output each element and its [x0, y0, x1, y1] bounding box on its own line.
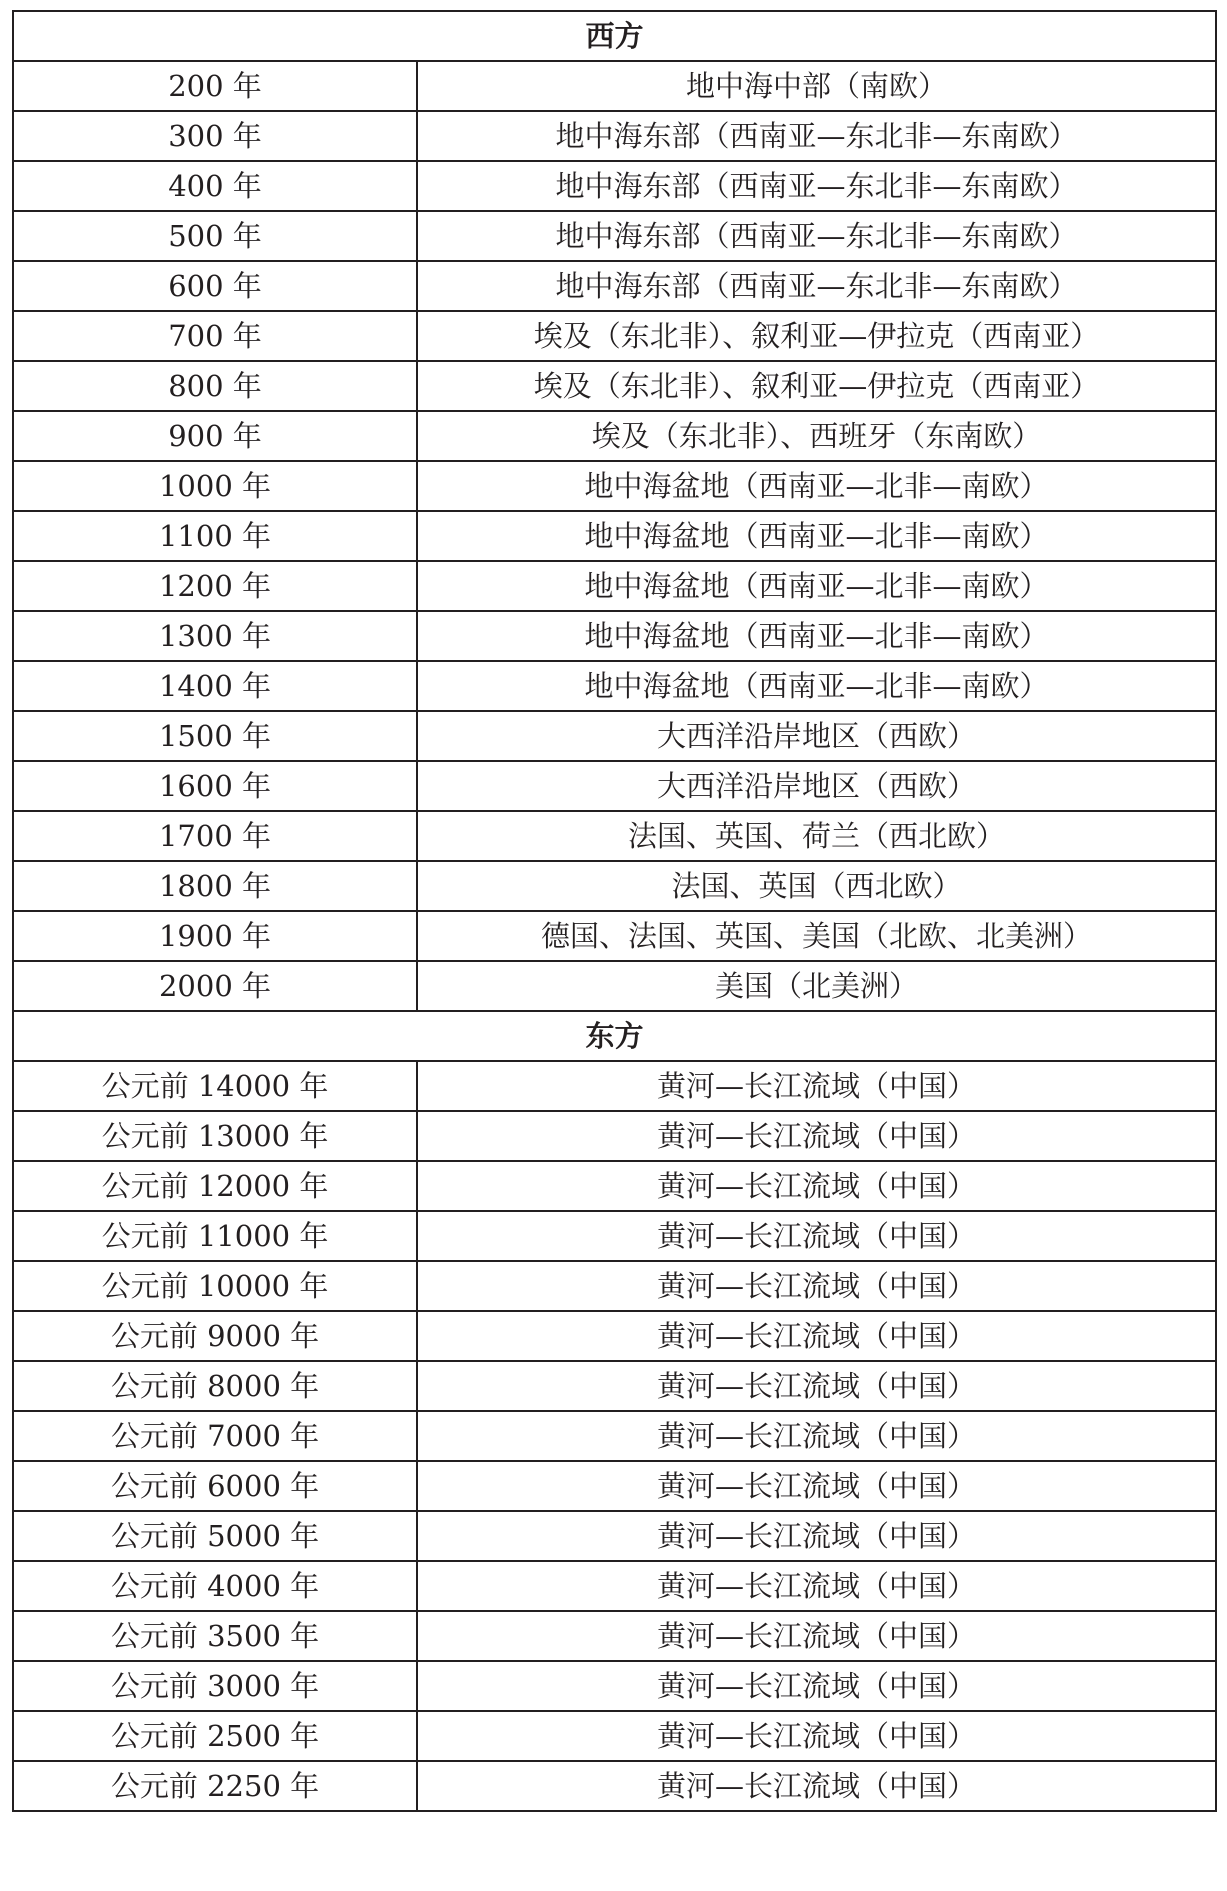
year-cell: 1700 年	[13, 811, 417, 861]
year-cell: 1600 年	[13, 761, 417, 811]
region-cell: 地中海东部（西南亚—东北非—东南欧）	[417, 161, 1216, 211]
region-cell: 地中海盆地（西南亚—北非—南欧）	[417, 611, 1216, 661]
table-row	[13, 561, 1216, 611]
table-row	[13, 211, 1216, 261]
year-cell: 500 年	[13, 211, 417, 261]
year-cell: 公元前 2500 年	[13, 1711, 417, 1761]
table-row	[13, 1261, 1216, 1311]
table-row	[13, 1711, 1216, 1761]
section-header-row	[13, 1011, 1216, 1061]
table-row	[13, 1161, 1216, 1211]
year-cell: 公元前 8000 年	[13, 1361, 417, 1411]
region-cell: 埃及（东北非）、叙利亚—伊拉克（西南亚）	[417, 311, 1216, 361]
table-row	[13, 1311, 1216, 1361]
year-cell: 1300 年	[13, 611, 417, 661]
year-cell: 300 年	[13, 111, 417, 161]
region-cell: 地中海盆地（西南亚—北非—南欧）	[417, 461, 1216, 511]
region-cell: 黄河—长江流域（中国）	[417, 1761, 1216, 1811]
year-cell: 1000 年	[13, 461, 417, 511]
table-row	[13, 361, 1216, 411]
region-cell: 黄河—长江流域（中国）	[417, 1161, 1216, 1211]
region-cell: 埃及（东北非）、西班牙（东南欧）	[417, 411, 1216, 461]
region-cell: 黄河—长江流域（中国）	[417, 1411, 1216, 1461]
region-cell: 地中海东部（西南亚—东北非—东南欧）	[417, 211, 1216, 261]
table-row	[13, 961, 1216, 1011]
table-row	[13, 1661, 1216, 1711]
table-row	[13, 1061, 1216, 1111]
year-cell: 公元前 4000 年	[13, 1561, 417, 1611]
table-row	[13, 711, 1216, 761]
table-row	[13, 611, 1216, 661]
year-cell: 1100 年	[13, 511, 417, 561]
table-row	[13, 1561, 1216, 1611]
year-cell: 1400 年	[13, 661, 417, 711]
table-row	[13, 1611, 1216, 1661]
table-row	[13, 1511, 1216, 1561]
region-cell: 地中海东部（西南亚—东北非—东南欧）	[417, 261, 1216, 311]
year-cell: 公元前 11000 年	[13, 1211, 417, 1261]
year-cell: 公元前 3000 年	[13, 1661, 417, 1711]
core-region-table	[12, 10, 1217, 1812]
table-row	[13, 1761, 1216, 1811]
region-cell: 黄河—长江流域（中国）	[417, 1611, 1216, 1661]
cropped-continuation-mark	[1129, 0, 1219, 8]
year-cell: 公元前 6000 年	[13, 1461, 417, 1511]
table-row	[13, 661, 1216, 711]
year-cell: 公元前 10000 年	[13, 1261, 417, 1311]
table-body	[13, 11, 1216, 1811]
section-title: 西方	[13, 11, 1216, 61]
table-row	[13, 511, 1216, 561]
table-row	[13, 111, 1216, 161]
year-cell: 公元前 13000 年	[13, 1111, 417, 1161]
region-cell: 黄河—长江流域（中国）	[417, 1311, 1216, 1361]
region-cell: 地中海东部（西南亚—东北非—东南欧）	[417, 111, 1216, 161]
region-cell: 黄河—长江流域（中国）	[417, 1211, 1216, 1261]
year-cell: 公元前 3500 年	[13, 1611, 417, 1661]
year-cell: 公元前 14000 年	[13, 1061, 417, 1111]
region-cell: 黄河—长江流域（中国）	[417, 1561, 1216, 1611]
table-row	[13, 1411, 1216, 1461]
region-cell: 黄河—长江流域（中国）	[417, 1111, 1216, 1161]
table-row	[13, 1111, 1216, 1161]
year-cell: 1900 年	[13, 911, 417, 961]
year-cell: 公元前 9000 年	[13, 1311, 417, 1361]
region-cell: 法国、英国（西北欧）	[417, 861, 1216, 911]
year-cell: 400 年	[13, 161, 417, 211]
year-cell: 900 年	[13, 411, 417, 461]
year-cell: 1800 年	[13, 861, 417, 911]
region-cell: 大西洋沿岸地区（西欧）	[417, 761, 1216, 811]
region-cell: 法国、英国、荷兰（西北欧）	[417, 811, 1216, 861]
region-cell: 地中海中部（南欧）	[417, 61, 1216, 111]
year-cell: 600 年	[13, 261, 417, 311]
table-row	[13, 461, 1216, 511]
table-row	[13, 161, 1216, 211]
region-cell: 德国、法国、英国、美国（北欧、北美洲）	[417, 911, 1216, 961]
table-row	[13, 861, 1216, 911]
region-cell: 黄河—长江流域（中国）	[417, 1511, 1216, 1561]
year-cell: 2000 年	[13, 961, 417, 1011]
section-title: 东方	[13, 1011, 1216, 1061]
table-row	[13, 311, 1216, 361]
region-cell: 美国（北美洲）	[417, 961, 1216, 1011]
table-row	[13, 811, 1216, 861]
region-cell: 大西洋沿岸地区（西欧）	[417, 711, 1216, 761]
region-cell: 黄河—长江流域（中国）	[417, 1361, 1216, 1411]
region-cell: 黄河—长江流域（中国）	[417, 1261, 1216, 1311]
year-cell: 200 年	[13, 61, 417, 111]
year-cell: 公元前 5000 年	[13, 1511, 417, 1561]
region-cell: 地中海盆地（西南亚—北非—南欧）	[417, 511, 1216, 561]
region-cell: 黄河—长江流域（中国）	[417, 1661, 1216, 1711]
region-cell: 埃及（东北非）、叙利亚—伊拉克（西南亚）	[417, 361, 1216, 411]
year-cell: 公元前 2250 年	[13, 1761, 417, 1811]
table-row	[13, 761, 1216, 811]
region-cell: 地中海盆地（西南亚—北非—南欧）	[417, 661, 1216, 711]
year-cell: 1500 年	[13, 711, 417, 761]
year-cell: 800 年	[13, 361, 417, 411]
table-row	[13, 1461, 1216, 1511]
region-cell: 黄河—长江流域（中国）	[417, 1711, 1216, 1761]
table-row	[13, 1361, 1216, 1411]
table-row	[13, 1211, 1216, 1261]
region-cell: 黄河—长江流域（中国）	[417, 1061, 1216, 1111]
year-cell: 1200 年	[13, 561, 417, 611]
year-cell: 公元前 7000 年	[13, 1411, 417, 1461]
year-cell: 公元前 12000 年	[13, 1161, 417, 1211]
year-cell: 700 年	[13, 311, 417, 361]
section-header-row	[13, 11, 1216, 61]
region-cell: 黄河—长江流域（中国）	[417, 1461, 1216, 1511]
region-cell: 地中海盆地（西南亚—北非—南欧）	[417, 561, 1216, 611]
table-row	[13, 61, 1216, 111]
table-row	[13, 911, 1216, 961]
table-row	[13, 261, 1216, 311]
table-row	[13, 411, 1216, 461]
